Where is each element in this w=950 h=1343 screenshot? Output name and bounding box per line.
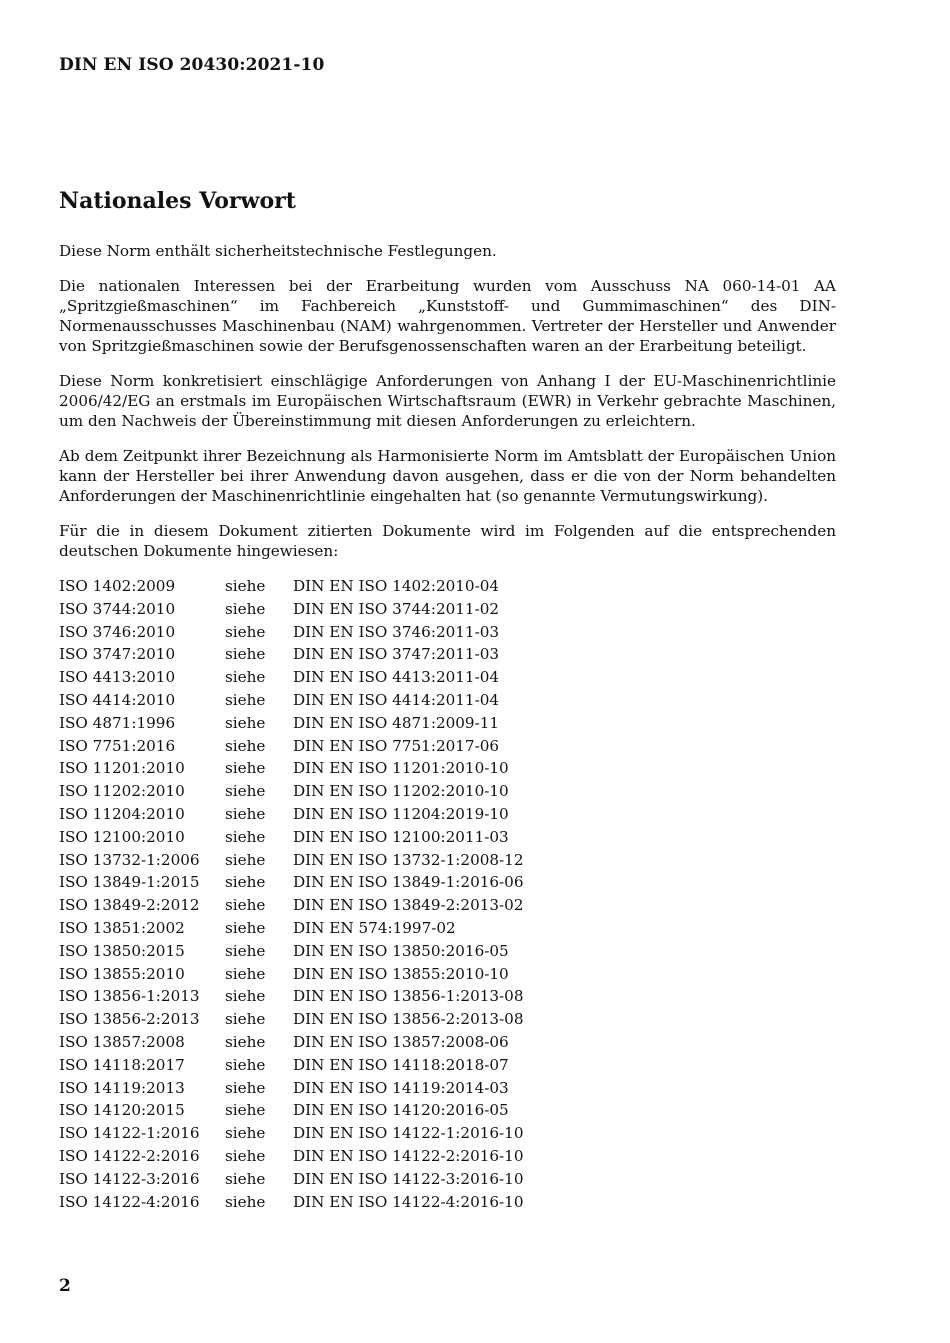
iso-reference: ISO 12100:2010 [59,827,185,846]
din-reference: DIN EN ISO 4414:2011-04 [293,690,500,709]
iso-reference: ISO 13856-2:2013 [59,1010,200,1029]
page-title: Nationales Vorwort [59,188,296,214]
reference-row [59,689,524,712]
see-label: siehe [225,782,266,801]
page-number: 2 [59,1276,71,1296]
din-reference: DIN EN ISO 7751:2017-06 [293,736,500,755]
iso-reference: ISO 13857:2008 [59,1032,185,1051]
din-reference: DIN EN ISO 13732-1:2008-12 [293,850,524,869]
see-label: siehe [225,941,266,960]
reference-row [59,757,524,780]
din-reference: DIN EN ISO 13855:2010-10 [293,964,509,983]
see-label: siehe [225,599,266,618]
iso-reference: ISO 13855:2010 [59,964,185,983]
see-label: siehe [225,622,266,641]
iso-reference: ISO 13849-1:2015 [59,873,200,892]
din-reference: DIN EN ISO 14120:2016-05 [293,1101,509,1120]
reference-row [59,917,524,940]
see-label: siehe [225,1192,266,1211]
reference-row [59,826,524,849]
din-reference: DIN EN ISO 14119:2014-03 [293,1078,509,1097]
reference-row [59,871,524,894]
reference-row [59,1031,524,1054]
see-label: siehe [225,1169,266,1188]
iso-reference: ISO 4871:1996 [59,713,176,732]
reference-row [59,1145,524,1168]
see-label: siehe [225,668,266,687]
din-reference: DIN EN ISO 14122-4:2016-10 [293,1192,524,1211]
reference-row [59,598,524,621]
reference-row [59,1168,524,1191]
reference-row [59,894,524,917]
iso-reference: ISO 11201:2010 [59,759,185,778]
iso-reference: ISO 13732-1:2006 [59,850,200,869]
din-reference: DIN EN ISO 13856-1:2013-08 [293,987,524,1006]
iso-reference: ISO 7751:2016 [59,736,176,755]
reference-row [59,1099,524,1122]
din-reference: DIN EN ISO 3747:2011-03 [293,645,500,664]
paragraph: Diese Norm enthält sicherheitstechnische Festlegungen. [59,242,497,260]
din-reference: DIN EN ISO 13849-2:2013-02 [293,896,524,915]
iso-reference: ISO 3744:2010 [59,599,176,618]
din-reference: DIN EN ISO 13856-2:2013-08 [293,1010,524,1029]
reference-row [59,780,524,803]
reference-row [59,712,524,735]
see-label: siehe [225,1010,266,1029]
reference-table [59,575,524,1213]
din-reference: DIN EN ISO 11204:2019-10 [293,804,509,823]
din-reference: DIN EN ISO 14122-1:2016-10 [293,1124,524,1143]
din-reference: DIN EN ISO 3744:2011-02 [293,599,500,618]
reference-row [59,575,524,598]
iso-reference: ISO 14118:2017 [59,1055,185,1074]
see-label: siehe [225,577,266,595]
din-reference: DIN EN ISO 1402:2010-04 [293,577,500,595]
din-reference: DIN EN ISO 13849-1:2016-06 [293,873,524,892]
din-reference: DIN EN ISO 14122-2:2016-10 [293,1146,524,1165]
iso-reference: ISO 14122-4:2016 [59,1192,200,1211]
see-label: siehe [225,804,266,823]
reference-row [59,1191,524,1214]
iso-reference: ISO 11204:2010 [59,804,185,823]
reference-row [59,803,524,826]
see-label: siehe [225,1124,266,1143]
iso-reference: ISO 13851:2002 [59,918,185,937]
reference-row [59,1122,524,1145]
din-reference: DIN EN ISO 13850:2016-05 [293,941,509,960]
din-reference: DIN EN ISO 13857:2008-06 [293,1032,509,1051]
reference-row [59,940,524,963]
din-reference: DIN EN ISO 4871:2009-11 [293,713,500,732]
see-label: siehe [225,1078,266,1097]
body-text [59,241,836,576]
reference-row [59,621,524,644]
reference-row [59,963,524,986]
see-label: siehe [225,1146,266,1165]
din-reference: DIN EN ISO 3746:2011-03 [293,622,500,641]
reference-table-body [59,575,524,1213]
paragraph: Die nationalen Interessen bei der Erarbeitung wurden vom Ausschuss NA 060-14-01 AA „Spritzgießmaschinen“ im Fachbereich „Kunststoff- und Gummimaschinen“ des DIN-Normenausschusses Maschinenbau (NAM) wahrgenommen. Vertreter der Hersteller und Anwender von Spritzgießmaschinen sowie der Berufsgenossenschaften waren an der Erarbeitung beteiligt. [59,277,836,355]
iso-reference: ISO 1402:2009 [59,577,176,595]
reference-row [59,643,524,666]
iso-reference: ISO 4413:2010 [59,668,176,687]
din-reference: DIN EN 574:1997-02 [293,918,456,937]
iso-reference: ISO 14122-1:2016 [59,1124,200,1143]
see-label: siehe [225,827,266,846]
see-label: siehe [225,918,266,937]
din-reference: DIN EN ISO 14118:2018-07 [293,1055,509,1074]
iso-reference: ISO 3747:2010 [59,645,176,664]
din-reference: DIN EN ISO 12100:2011-03 [293,827,509,846]
see-label: siehe [225,896,266,915]
see-label: siehe [225,987,266,1006]
din-reference: DIN EN ISO 4413:2011-04 [293,668,500,687]
reference-row [59,1054,524,1077]
reference-row [59,1008,524,1031]
reference-row [59,666,524,689]
reference-row [59,735,524,758]
see-label: siehe [225,964,266,983]
reference-row [59,1077,524,1100]
iso-reference: ISO 11202:2010 [59,782,185,801]
iso-reference: ISO 13850:2015 [59,941,185,960]
see-label: siehe [225,1032,266,1051]
iso-reference: ISO 3746:2010 [59,622,176,641]
iso-reference: ISO 14119:2013 [59,1078,185,1097]
see-label: siehe [225,713,266,732]
see-label: siehe [225,690,266,709]
see-label: siehe [225,850,266,869]
paragraph: Diese Norm konkretisiert einschlägige Anforderungen von Anhang I der EU-Maschinenrichtlinie 2006/42/EG an erstmals im Europäischen Wirtschaftsraum (EWR) in Verkehr gebrachte Maschinen, um den Nachweis der Übereinstimmung mit diesen Anforderungen zu erleichtern. [59,372,836,430]
paragraph: Für die in diesem Dokument zitierten Dokumente wird im Folgenden auf die entsprechenden deutschen Dokumente hingewiesen: [59,522,836,560]
see-label: siehe [225,1101,266,1120]
iso-reference: ISO 14120:2015 [59,1101,185,1120]
paragraph: Ab dem Zeitpunkt ihrer Bezeichnung als Harmonisierte Norm im Amtsblatt der Europäischen Union kann der Hersteller bei ihrer Anwendung davon ausgehen, dass er die von der Norm behandelten Anforderungen der Maschinenrichtlinie eingehalten hat (so genannte Vermutungswirkung). [59,447,836,505]
see-label: siehe [225,873,266,892]
see-label: siehe [225,645,266,664]
see-label: siehe [225,1055,266,1074]
reference-row [59,985,524,1008]
iso-reference: ISO 13849-2:2012 [59,896,200,915]
see-label: siehe [225,736,266,755]
din-reference: DIN EN ISO 11202:2010-10 [293,782,509,801]
see-label: siehe [225,759,266,778]
din-reference: DIN EN ISO 11201:2010-10 [293,759,509,778]
document-header: DIN EN ISO 20430:2021-10 [59,55,325,75]
iso-reference: ISO 14122-3:2016 [59,1169,200,1188]
iso-reference: ISO 4414:2010 [59,690,176,709]
din-reference: DIN EN ISO 14122-3:2016-10 [293,1169,524,1188]
iso-reference: ISO 13856-1:2013 [59,987,200,1006]
reference-row [59,849,524,872]
iso-reference: ISO 14122-2:2016 [59,1146,200,1165]
